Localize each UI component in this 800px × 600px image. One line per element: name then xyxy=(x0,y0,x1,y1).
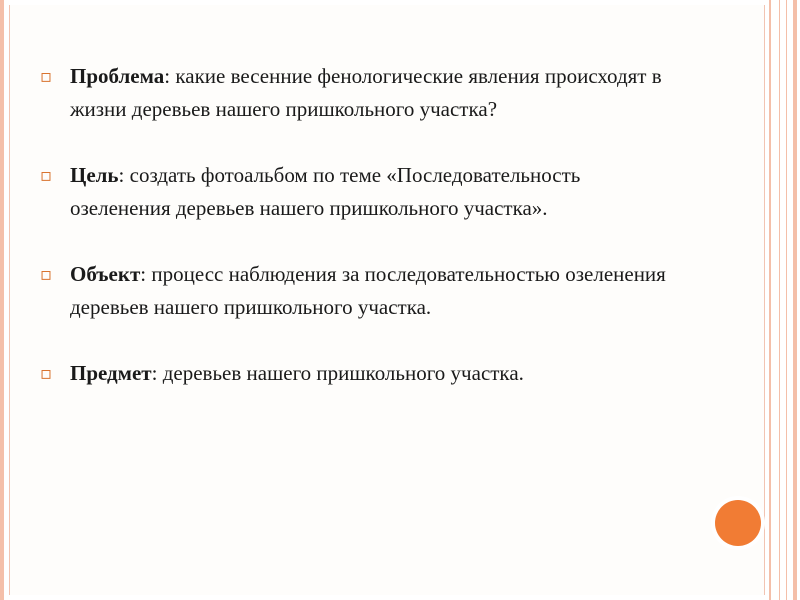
square-bullet-icon: ▫ xyxy=(40,66,53,87)
list-item-goal xyxy=(40,159,680,225)
square-bullet-icon: ▫ xyxy=(40,165,53,186)
item-separator: : xyxy=(140,262,147,286)
decorative-stripes xyxy=(769,0,795,600)
item-text: процесс наблюдения за последовательностью озеленения деревьев нашего пришкольного участка. xyxy=(70,262,666,319)
item-text: деревьев нашего пришкольного участка. xyxy=(157,361,524,385)
item-text: какие весенние фенологические явления происходят в жизни деревьев нашего пришкольного участка? xyxy=(70,64,662,121)
list-item-problem xyxy=(40,60,680,126)
item-separator: : xyxy=(118,163,125,187)
list-item-subject xyxy=(40,357,680,390)
list-item-object xyxy=(40,258,680,324)
item-label: Проблема xyxy=(70,64,165,88)
item-label: Предмет xyxy=(70,361,152,385)
bullet-list xyxy=(40,60,680,423)
item-separator: : xyxy=(151,361,158,385)
square-bullet-icon: ▫ xyxy=(40,264,53,285)
item-separator: : xyxy=(164,64,171,88)
square-bullet-icon: ▫ xyxy=(40,363,53,384)
item-label: Объект xyxy=(70,262,141,286)
item-label: Цель xyxy=(70,163,119,187)
orange-circle-decoration xyxy=(715,500,761,546)
item-text: создать фотоальбом по теме «Последовательность озеленения деревьев нашего пришкольного участка». xyxy=(70,163,581,220)
